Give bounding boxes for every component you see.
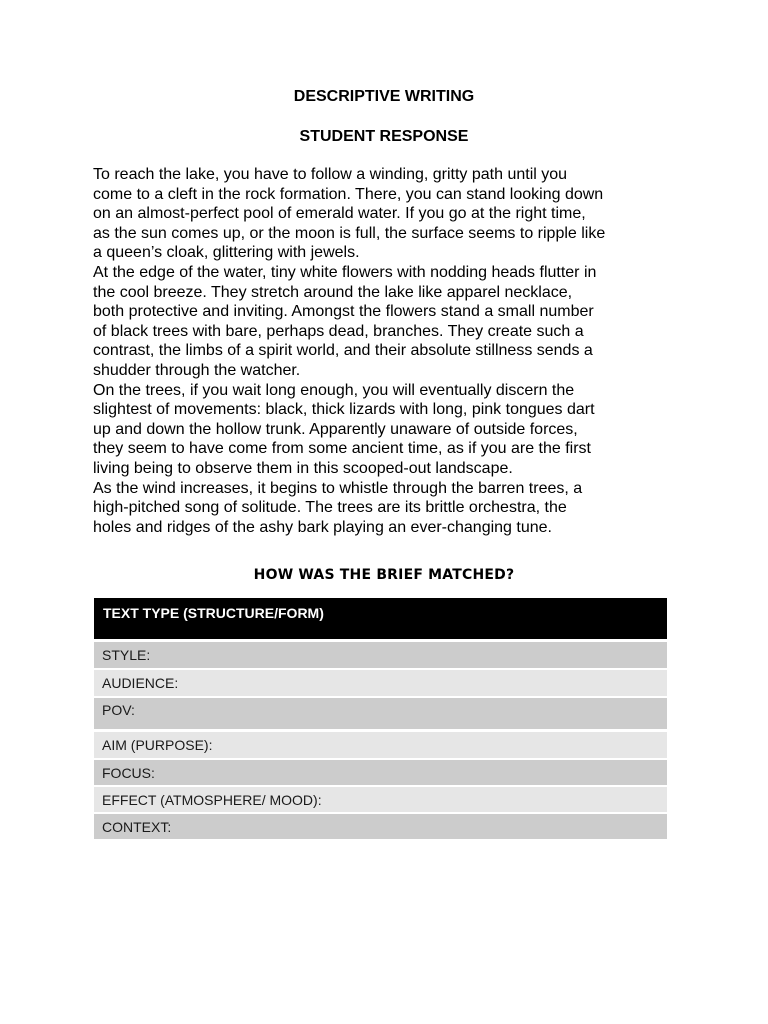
table-row-focus: FOCUS: [94, 760, 667, 785]
document-title: DESCRIPTIVE WRITING [293, 88, 475, 105]
brief-table [94, 598, 667, 839]
document-subtitle: STUDENT RESPONSE [299, 128, 469, 145]
table-row-style: STYLE: [94, 642, 667, 668]
table-header: TEXT TYPE (STRUCTURE/FORM) [94, 598, 667, 639]
brief-heading: HOW WAS THE BRIEF MATCHED? [253, 567, 515, 583]
paragraph: At the edge of the water, tiny white flowers with nodding heads flutter in the cool breeze. They stretch around the lake like apparel necklace, both protective and inviting. Amongst the flowers stand a small number of black trees with bare, perhaps dead, branches. They create such a contrast, the limbs of a spirit world, and their absolute stillness sends a shudder through the watcher. [93, 263, 597, 379]
table-row-aim: AIM (PURPOSE): [94, 732, 667, 758]
student-response-text [93, 165, 683, 537]
paragraph: On the trees, if you wait long enough, you will eventually discern the slightest of movements: black, thick lizards with long, pink tongues dart up and down the hollow trunk. Apparently unaware of outside forces, they seem to have come from some ancient time, as if you are the first living being to observe them in this scooped-out landscape. [93, 381, 595, 477]
table-row-context: CONTEXT: [94, 814, 667, 839]
paragraph: To reach the lake, you have to follow a winding, gritty path until you come to a cleft in the rock formation. There, you can stand looking down on an almost-perfect pool of emerald water. If you go at the right time, as the sun comes up, or the moon is full, the surface seems to ripple like a queen’s cloak, glittering with jewels. [93, 166, 606, 262]
paragraph: As the wind increases, it begins to whistle through the barren trees, a high-pitched song of solitude. The trees are its brittle orchestra, the holes and ridges of the ashy bark playing an ever-changing tune. [93, 479, 583, 536]
table-row-pov: POV: [94, 698, 667, 729]
table-row-effect: EFFECT (ATMOSPHERE/ MOOD): [94, 787, 667, 812]
table-row-audience: AUDIENCE: [94, 670, 667, 696]
